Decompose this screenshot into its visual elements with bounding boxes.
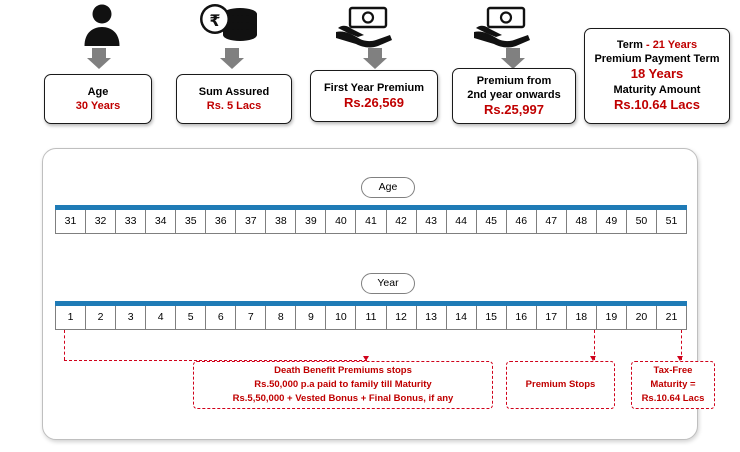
first-year-premium-value: Rs.26,569 <box>344 94 404 110</box>
premium-2nd-year-label-2: 2nd year onwards <box>467 88 561 101</box>
age-cell[interactable]: 51 <box>665 215 678 227</box>
first-year-premium-label: First Year Premium <box>323 81 425 94</box>
year-cell[interactable]: 11 <box>356 306 386 329</box>
timeline-panel <box>42 148 705 440</box>
tax-free-line-1: Tax-Free <box>653 365 693 377</box>
year-cell[interactable]: 20 <box>627 306 657 329</box>
year-cell[interactable]: 17 <box>537 306 567 329</box>
age-cell[interactable]: 50 <box>627 210 657 233</box>
year-cell[interactable]: 1 <box>56 306 86 329</box>
year-cell[interactable]: 19 <box>597 306 627 329</box>
age-cell[interactable]: 39 <box>296 210 326 233</box>
age-cell[interactable]: 37 <box>236 210 266 233</box>
premium-stops-callout[interactable] <box>506 361 615 409</box>
death-benefit-line-2: Rs.50,000 p.a paid to family till Maturity <box>254 379 432 391</box>
year-axis-label: Year <box>361 273 415 294</box>
year-cell[interactable]: 16 <box>507 306 537 329</box>
age-strip <box>55 210 687 234</box>
cash-hand-icon <box>325 2 405 48</box>
premium-2nd-year-value: Rs.25,997 <box>484 101 544 117</box>
death-benefit-line-1: Death Benefit Premiums stops <box>274 365 412 377</box>
premium-payment-term-value: 18 Years <box>630 66 684 82</box>
year-cell[interactable]: 12 <box>387 306 417 329</box>
death-benefit-callout[interactable] <box>193 361 493 409</box>
age-cell[interactable]: 40 <box>326 210 356 233</box>
age-cell[interactable]: 34 <box>146 210 176 233</box>
age-cell[interactable]: 42 <box>387 210 417 233</box>
year-cell[interactable]: 18 <box>567 306 597 329</box>
year-cell[interactable]: 13 <box>417 306 447 329</box>
year-cell[interactable]: 2 <box>86 306 116 329</box>
age-cell[interactable]: 33 <box>116 210 146 233</box>
year-cell[interactable]: 6 <box>206 306 236 329</box>
premium-2nd-year-label-1: Premium from <box>476 74 552 87</box>
age-cell[interactable]: 38 <box>266 210 296 233</box>
premium-stops-text: Premium Stops <box>525 379 596 391</box>
age-cell[interactable]: 36 <box>206 210 236 233</box>
tax-free-line-3: Rs.10.64 Lacs <box>641 392 705 404</box>
age-cell[interactable]: 41 <box>356 210 386 233</box>
age-cell[interactable]: 43 <box>417 210 447 233</box>
maturity-amount-label: Maturity Amount <box>613 84 701 97</box>
sum-assured-value: Rs. 5 Lacs <box>206 100 262 112</box>
age-box[interactable] <box>44 74 152 124</box>
term-maturity-box[interactable] <box>584 28 730 124</box>
age-cell[interactable]: 47 <box>537 210 567 233</box>
year-cell[interactable]: 7 <box>236 306 266 329</box>
year-cell[interactable]: 10 <box>326 306 356 329</box>
year-cell[interactable]: 4 <box>146 306 176 329</box>
age-cell[interactable]: 44 <box>447 210 477 233</box>
sum-assured-box[interactable] <box>176 74 292 124</box>
year-cell[interactable]: 9 <box>296 306 326 329</box>
year-cell[interactable]: 8 <box>266 306 296 329</box>
age-cell[interactable]: 32 <box>86 210 116 233</box>
term-line <box>617 38 697 52</box>
age-cell[interactable]: 35 <box>176 210 206 233</box>
year-cell[interactable]: 15 <box>477 306 507 329</box>
svg-text:₹: ₹ <box>209 11 221 30</box>
sum-assured-label: Sum Assured <box>198 85 270 98</box>
age-cell[interactable]: 31 <box>56 210 86 233</box>
person-icon <box>62 2 142 48</box>
year-cell[interactable]: 3 <box>116 306 146 329</box>
premium-payment-term-label: Premium Payment Term <box>594 53 720 66</box>
age-box-value: 30 Years <box>75 100 121 112</box>
age-cell[interactable]: 49 <box>597 210 627 233</box>
maturity-amount-value: Rs.10.64 Lacs <box>613 97 700 113</box>
tax-free-maturity-callout[interactable] <box>631 361 715 409</box>
first-year-premium-box[interactable] <box>310 70 438 122</box>
age-cell[interactable]: 45 <box>477 210 507 233</box>
term-text: Term - 21 Years <box>616 39 698 52</box>
age-axis-label: Age <box>361 177 415 198</box>
tax-free-line-2: Maturity = <box>650 379 696 391</box>
age-box-label: Age <box>87 85 109 98</box>
age-cell[interactable]: 46 <box>507 210 537 233</box>
premium-from-2nd-year-box[interactable] <box>452 68 576 124</box>
year-cell[interactable]: 14 <box>447 306 477 329</box>
year-strip <box>55 306 687 330</box>
age-cell[interactable]: 48 <box>567 210 597 233</box>
rupee-coins-icon <box>190 2 270 48</box>
year-cell[interactable]: 5 <box>176 306 206 329</box>
death-benefit-line-3: Rs.5,50,000 + Vested Bonus + Final Bonus, if any <box>232 392 454 404</box>
cash-hand-icon-2 <box>463 2 543 48</box>
year-cell[interactable]: 21 <box>665 311 678 323</box>
